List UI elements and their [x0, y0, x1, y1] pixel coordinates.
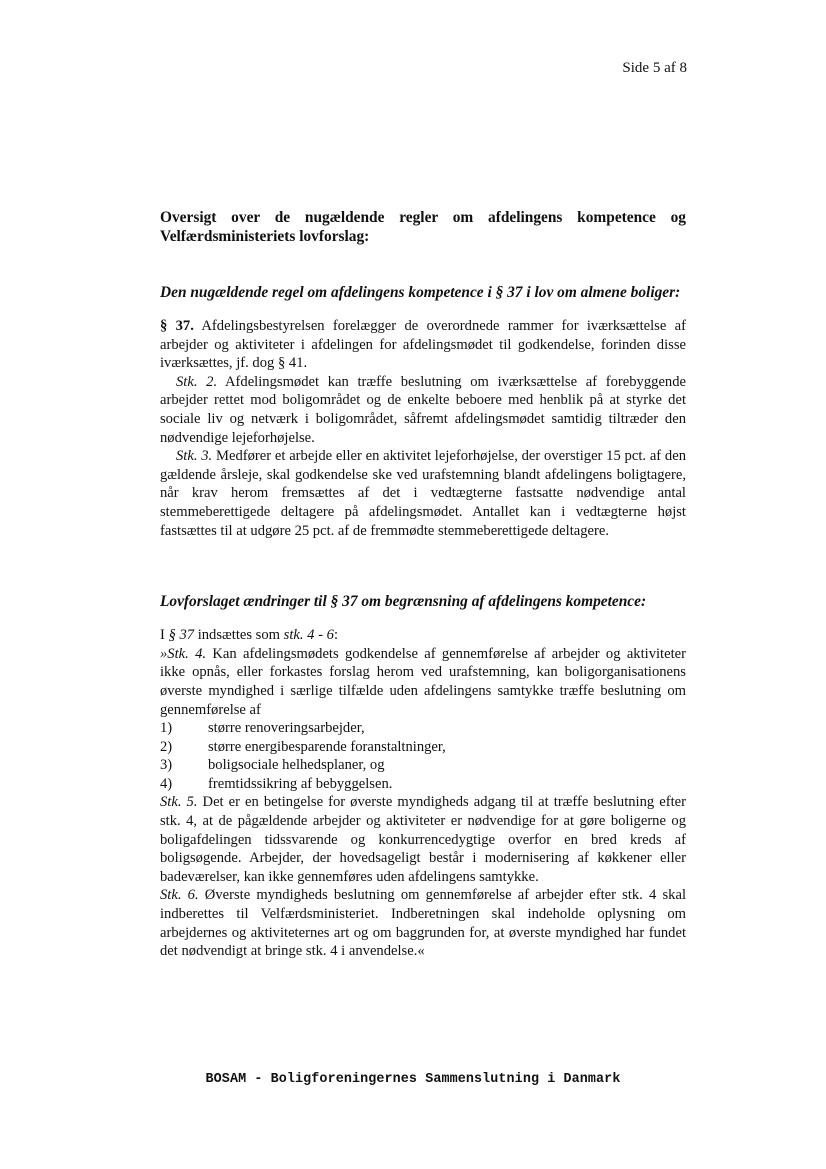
list-item-text: større energibesparende foranstaltninger, [208, 738, 446, 755]
stk-2-paragraph [160, 373, 686, 447]
document-body [160, 208, 686, 961]
stk-6-paragraph [160, 886, 686, 960]
stk-2-text: Afdelingsmødet kan træffe beslutning om iværksættelse af forebyggende arbejder rettet mod boligområdet og de enkelte beboere med henblik på at styrke det sociale liv og netværk i boligområdet, såfremt afdelingsmødet samtidig tiltræder den nødvendige lejeforhøjelse. [160, 373, 686, 446]
section-37-mark: § 37. [160, 318, 194, 334]
list-item [160, 775, 686, 794]
intro-stk-ref: stk. 4 - 6 [283, 627, 334, 644]
stk-4-paragraph [160, 645, 686, 719]
list-item-text: større renoveringsarbejder, [208, 720, 365, 737]
list-item-number: 2) [160, 738, 173, 755]
stk-2-label: Stk. 2. [176, 373, 218, 390]
list-item-number: 4) [160, 775, 173, 792]
proposal-section [160, 626, 686, 961]
measures-list [160, 719, 686, 793]
list-item-number: 1) [160, 720, 173, 737]
page-footer: BOSAM - Boligforeningernes Sammenslutning i Danmark [205, 1072, 621, 1087]
list-item [160, 756, 686, 775]
stk-3-paragraph [160, 447, 686, 540]
list-item-text: boligsociale helhedsplaner, og [208, 757, 385, 774]
list-item-number: 3) [160, 757, 173, 774]
stk-5-paragraph [160, 793, 686, 886]
proposal-heading: Lovforslaget ændringer til § 37 om begrænsning af afdelingens kompetence: [160, 593, 647, 611]
section-37-text: Afdelingsbestyrelsen forelægger de overordnede rammer for iværksættelse af arbejder og aktiviteter i afdelingen for afdelingsmødet til godkendelse, forinden disse iværksættes, jf. dog § 41. [160, 318, 686, 372]
intro-section-ref: § 37 [168, 627, 195, 644]
page-number: Side 5 af 8 [622, 60, 687, 76]
overview-title: Oversigt over de nugældende regler om afdelingens kompetence og Velfærdsministeriets lovforslag: [160, 209, 686, 245]
stk-4-text: Kan afdelingsmødets godkendelse af gennemførelse af arbejder og aktiviteter ikke opnås, eller forkastes forslag herom ved urafstemning, kan boligorganisationens øverste myndighed i særlige tilfælde uden afdelingens samtykke træffe beslutning om gennemførelse af [160, 645, 686, 718]
intro-prefix: I [160, 627, 169, 644]
stk-5-label: Stk. 5. [160, 794, 198, 811]
list-item [160, 738, 686, 757]
stk-6-label: Stk. 6. [160, 887, 199, 904]
list-item-text: fremtidssikring af bebyggelsen. [208, 775, 393, 792]
list-item [160, 719, 686, 738]
stk-3-text: Medfører et arbejde eller en aktivitet lejeforhøjelse, der overstiger 15 pct. af den gældende årsleje, skal godkendelse ske ved urafstemning blandt afdelingens boligtagere, når krav herom fremsættes af det i vedtægterne fastsatte nødvendige antal stemmeberettigede deltagere på afdelingsmødet. Antallet kan i vedtægterne højst fastsættes til at udgøre 25 pct. af de fremmødte stemmeberettigede deltagere. [160, 448, 687, 539]
section-37-paragraph [160, 317, 686, 373]
stk-4-label: »Stk. 4. [160, 645, 207, 662]
current-rule-section [160, 317, 686, 540]
stk-3-label: Stk. 3. [176, 448, 213, 465]
stk-5-text: Det er en betingelse for øverste myndigheds adgang til at træffe beslutning efter stk. 4, at de pågældende arbejder og aktiviteter er nødvendige for at gøre boligerne og boligafdelingen tidssvarende og konkurrencedygtige overfor en bred kreds af boligsøgende. Arbejder, der hovedsageligt består i modernisering af køkkener eller badeværelser, kan ikke gennemføres uden afdelingens samtykke. [160, 794, 686, 885]
proposal-intro [160, 626, 686, 645]
intro-suffix: : [333, 627, 338, 644]
intro-mid: indsættes som [194, 627, 284, 644]
current-rule-heading: Den nugældende regel om afdelingens kompetence i § 37 i lov om almene boliger: [160, 284, 681, 301]
stk-6-text: Øverste myndigheds beslutning om gennemførelse af arbejder efter stk. 4 skal indberettes til Velfærdsministeriet. Indberetningen skal indeholde oplysning om arbejdernes og aktiviteternes art og om baggrunden for, at øverste myndighed har fundet det nødvendigt at bringe stk. 4 i anvendelse.« [160, 887, 686, 960]
